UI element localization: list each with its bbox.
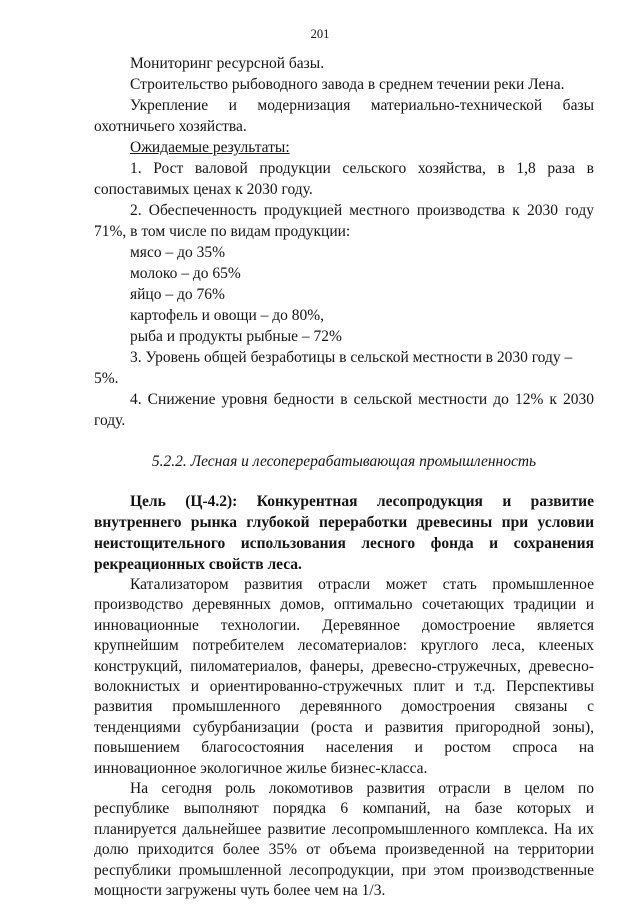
page-content <box>94 53 594 902</box>
page-number: 201 <box>310 27 330 41</box>
result-item-4: 4. Снижение уровня бедности в сельской местности до 12% к 2030 году. <box>94 391 594 429</box>
results-heading <box>94 137 594 158</box>
paragraph: Катализатором развития отрасли может стать промышленное производство деревянных домов, оптимально сочетающих традиции и инновационные технологии. Деревянное домостроение является крупнейшим потребителем лесоматериалов: круглого леса, клееных конструкций, пиломатериалов, фанеры, древесно-стружечных, древесно-волокнистых и ориентированно-стружечных плит и т.д. Перспективы развития промышленного деревянного домостроения связаны с тенденциями субурбанизации (роста и развития пригородной зоны), повышением благосостояния населения и ростом спроса на инновационное экологичное жилье бизнес-класса. <box>94 576 594 777</box>
results-heading-text: Ожидаемые результаты: <box>130 139 290 156</box>
paragraph: На сегодня роль локомотивов развития отрасли в целом по республике выполняют порядка 6 компаний, на базе которых и планируется дальнейшее развитие лесопромышленного комплекса. На их долю приходится более 35% от объема произведенной на территории республики промышленной лесопродукции, при этом производственные мощности загружены чуть более чем на 1/3. <box>94 780 594 900</box>
sub-item: яйцо – до 76% <box>130 286 225 303</box>
sub-item: мясо – до 35% <box>130 244 225 261</box>
text-line: Строительство рыбоводного завода в среднем течении реки Лена. <box>130 76 565 93</box>
sub-item: молоко – до 65% <box>130 265 241 282</box>
goal-statement: Цель (Ц-4.2): Конкурентная лесопродукция и развитие внутреннего рынка глубокой переработки древесины при условии неистощительного использования лесного фонда и сохранения рекреационных свойств леса. <box>94 493 594 573</box>
section-title: 5.2.2. Лесная и лесоперерабатывающая промышленность <box>151 453 537 470</box>
paragraph: Укрепление и модернизация материально-технической базы охотничьего хозяйства. <box>94 97 594 135</box>
sub-item: рыба и продукты рыбные – 72% <box>130 328 342 345</box>
result-item-3: 3. Уровень общей безработицы в сельской местности в 2030 году – 5%. <box>94 349 573 387</box>
result-item-2: 2. Обеспеченность продукцией местного производства к 2030 году 71%, в том числе по видам продукции: <box>94 202 594 240</box>
sub-item: картофель и овощи – до 80%, <box>130 307 325 324</box>
result-item-1: 1. Рост валовой продукции сельского хозяйства, в 1,8 раза в сопоставимых ценах к 2030 году. <box>94 160 594 198</box>
text-line: Мониторинг ресурсной базы. <box>130 55 325 72</box>
